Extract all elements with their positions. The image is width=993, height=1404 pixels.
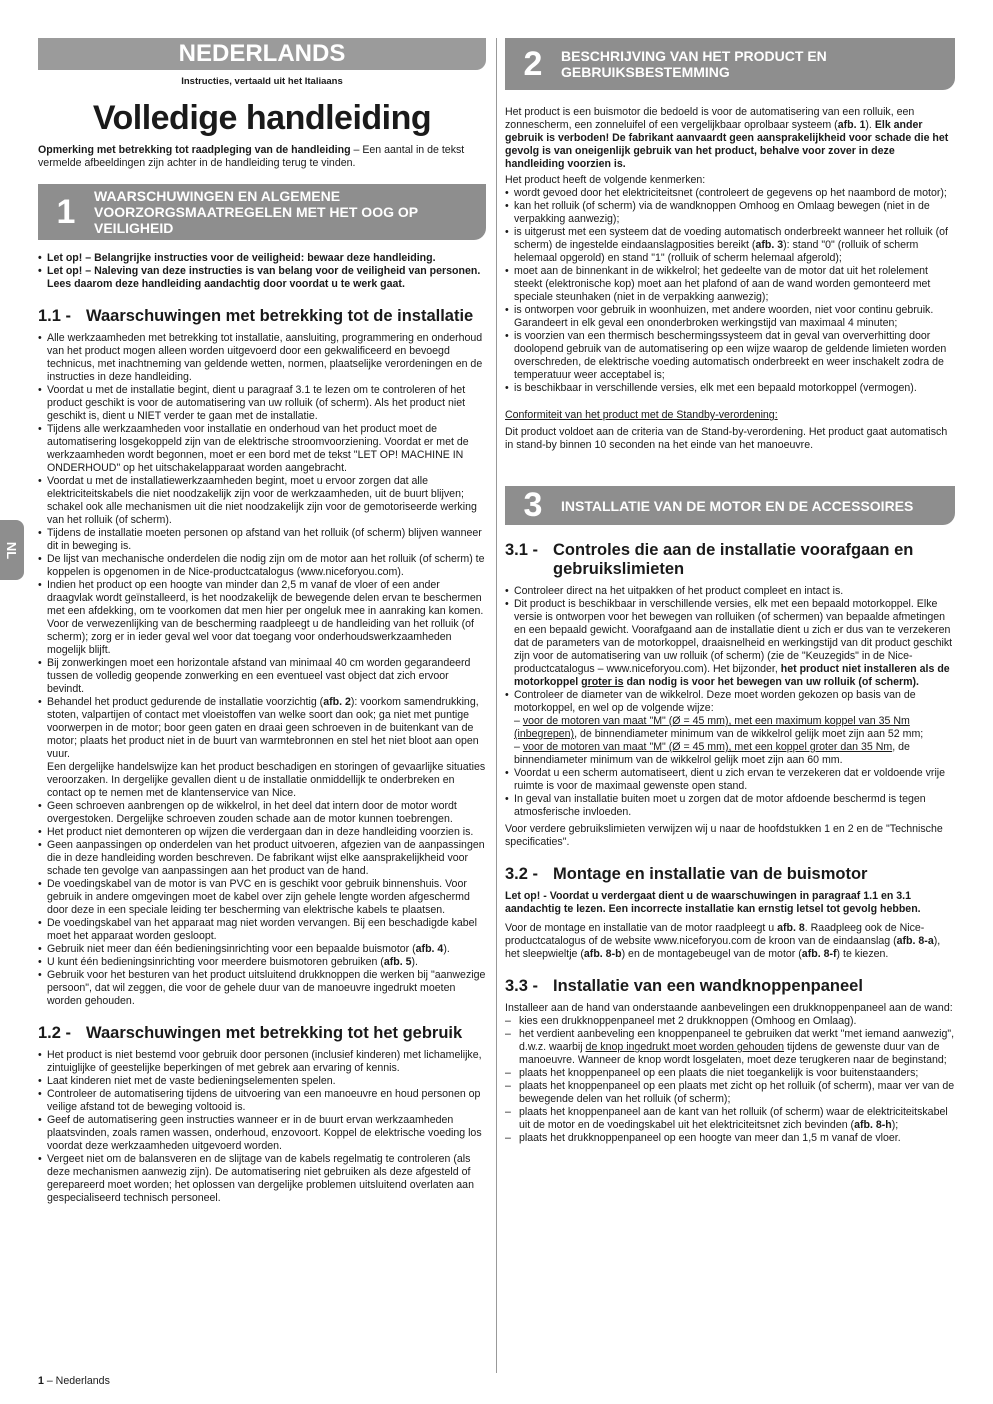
subsection-title: Montage en installatie van de buismotor <box>553 865 868 883</box>
text: U kunt één bedieningsinrichting voor meerdere buismotoren gebruiken ( <box>47 956 384 968</box>
text: Voor de montage en installatie van de motor raadpleegt u <box>505 922 778 934</box>
document-title: Volledige handleiding <box>92 99 432 137</box>
section-3-header <box>505 486 955 525</box>
list-item <box>505 1028 955 1067</box>
subsection-title: Waarschuwingen met betrekking tot het gebruik <box>86 1024 463 1042</box>
list-item: • Tijdens de installatie moeten personen op afstand van het rolluik (of scherm) blijven wanneer dit in beweging is. <box>38 527 486 553</box>
subtitle: Instructies, vertaald uit het Italiaans <box>181 76 343 87</box>
list-item: – plaats het drukknoppenpaneel op een hoogte van meer dan 1,5 m vanaf de vloer. <box>505 1132 955 1145</box>
section-1-intro-list <box>38 252 486 291</box>
list-item: • Laat kinderen niet met de vaste bedieningselementen spelen. <box>38 1075 486 1088</box>
list-item <box>38 696 486 800</box>
list-item: • is beschikbaar in verschillende versies, elk met een bepaald motorkoppel (vermogen). <box>505 382 955 395</box>
text: . Raadpleeg ook de Nice-productcatalogus of de website www.niceforyou.com de kroon van de eindaanslag ( <box>505 922 925 947</box>
list-item: • Controleer de automatisering tijdens de uitvoering van een manoeuvre en houd personen op veilige afstand tot de beweging voltooid is. <box>38 1088 486 1114</box>
subsection-1-1-heading <box>38 307 486 326</box>
further-limits-note: Voor verdere gebruikslimieten verwijzen wij u naar de hoofdstukken 1 en 2 en de "Technische specificaties". <box>505 823 943 848</box>
text: ). <box>443 943 450 955</box>
figure-ref: afb. 1 <box>837 119 866 131</box>
features-list <box>505 187 955 395</box>
pushbutton-intro: Installeer aan de hand van onderstaande aanbevelingen een drukknoppenpaneel aan de wand: <box>505 1002 953 1014</box>
list-item: • Het product is niet bestemd voor gebruik door personen (inclusief kinderen) met lichamelijke, zintuiglijke of geestelijke beperkingen of met gebrek aan ervaring of kennis. <box>38 1049 486 1075</box>
list-item: – plaats het knoppenpaneel op een plaats die niet toegankelijk is voor buitenstaanders; <box>505 1067 955 1080</box>
list-item: • Bij zonwerkingen moet een horizontale afstand van minimaal 40 cm worden gegarandeerd tussen de volledig geopende zonwerking en een eventueel vast object dat zich ervoor bevindt. <box>38 657 486 696</box>
text: Behandel het product gedurende de installatie voorzichtig ( <box>47 696 324 708</box>
list-item: • Het product niet demonteren op wijzen die verdergaan dan in deze handleiding voorzien is. <box>38 826 486 839</box>
list-item: • Controleer direct na het uitpakken of het product compleet en intact is. <box>505 585 955 598</box>
subsection-3-1-heading <box>505 541 955 579</box>
language-side-tab <box>0 520 24 580</box>
section-2-header <box>505 38 955 90</box>
list-item: • moet aan de binnenkant in de wikkelrol; het gedeelte van de motor dat uit het rolelement steekt (elektronische kop) moet aan het plafond of aan de wand worden gemonteerd met speciale steunhaken (niet in de verpakking aanwezig); <box>505 265 955 304</box>
underlined-text: voor de motoren van maat "M" (Ø = 45 mm), met een koppel groter dan 35 Nm <box>522 741 893 753</box>
subsection-title: Controles die aan de installatie voorafgaan en gebruikslimieten <box>553 541 914 578</box>
list-item: • Vergeet niet om de balansveren en de slijtage van de kabels regelmatig te controleren (als deze mechanismen aanwezig zijn). De automatisering niet gebruiken als deze afgesteld of gerepareerd moet worden; het oplossen van dergelijke problemen uitsluitend overlaten aan gespecialiseerd technisch personeel. <box>38 1153 486 1205</box>
usage-warnings-list <box>38 1049 486 1205</box>
section-2-number: 2 <box>523 44 543 83</box>
list-item <box>505 226 955 265</box>
product-description <box>505 106 955 171</box>
list-item: • Alle werkzaamheden met betrekking tot installatie, aansluiting, programmering en onderhoud van het product mogen alleen worden uitgevoerd door een gekwalificeerd en bevoegd technicus, met inachtneming van geldende wetten, normen, plaatselijke verordeningen en de instructies in deze handleiding. <box>38 332 486 384</box>
subsection-title: Installatie van een wandknoppenpaneel <box>553 977 863 995</box>
bold-underlined-text: groter is <box>581 676 624 688</box>
figure-ref: afb. 8-b <box>583 948 622 960</box>
subsection-number: 3.2 - <box>505 865 539 883</box>
text: ): voorkom samendrukking, stoten, valpartijen of contact met vloeistoffen van welke soort dan ook; ga niet met puntige voorwerpen in de motor; boor geen gaten en draai geen schroeven in de buitenkant van de motor; plaats het product niet in de buurt van warmtebronnen en stel het niet bloot aan open vuur. <box>47 696 479 760</box>
subsection-3-3-heading <box>505 977 955 996</box>
list-item: • Geen aanpassingen op onderdelen van het product uitvoeren, afgezien van de aanpassingen die in deze handleiding worden beschreven. De fabrikant wijst elke aansprakelijkheid voor schade ten gevolge van aanpassingen aan het product van de hand. <box>38 839 486 878</box>
conformity-text: Dit product voldoet aan de criteria van de Stand-by-verordening. Het product gaat automatisch in stand-by binnen 10 seconden na het einde van het manoeuvre. <box>505 426 948 451</box>
conformity-title: Conformiteit van het product met de Standby-verordening: <box>505 409 778 421</box>
list-item: • Voordat u met de installatiewerkzaamheden begint, moet u ervoor zorgen dat alle elektriciteitskabels die niet noodzakelijk zijn voor de werkzaamheden, uit de buurt blijven; schakel ook alle mechanismen uit die niet noodzakelijk zijn voor de gemotoriseerde werking van het rolluik (of scherm). <box>38 475 486 527</box>
section-3-title: INSTALLATIE VAN DE MOTOR EN DE ACCESSOIRES <box>561 497 914 514</box>
underlined-text: voor de motoren van maat "M" (Ø = 45 mm), met een maximum koppel van 35 Nm (inbegrepen) <box>514 715 910 740</box>
list-item: – plaats het knoppenpaneel op een plaats met zicht op het rolluik (of scherm), maar ver van de bewegende delen van het rolluik (of scherm); <box>505 1080 955 1106</box>
subsection-number: 3.3 - <box>505 977 539 995</box>
list-item: • wordt gevoed door het elektriciteitsnet (controleert de gegevens op het naambord de motor); <box>505 187 955 200</box>
list-item: • is ontworpen voor gebruik in woonhuizen, met andere woorden, niet voor continu gebruik. Garandeert in elk geval een ononderbroken werkingstijd van maximaal 4 minuten; <box>505 304 955 330</box>
list-item: • kan het rolluik (of scherm) via de wandknoppen Omhoog en Omlaag bewegen (niet in de verpakking aanwezig); <box>505 200 955 226</box>
language-header: NEDERLANDS <box>38 38 486 70</box>
pre-installation-checks-list <box>505 585 955 819</box>
section-1-title: WAARSCHUWINGEN EN ALGEMENE VOORZORGSMAATREGELEN MET HET OOG OP VEILIGHEID <box>94 188 418 236</box>
section-1-number: 1 <box>56 192 76 231</box>
note-bold: Opmerking met betrekking tot raadpleging van de handleiding <box>38 144 351 156</box>
figure-ref: afb. 8-f <box>801 948 837 960</box>
list-item <box>38 943 486 956</box>
text: Een dergelijke handelswijze kan het product beschadigen en storingen of gevaarlijke situaties veroorzaken. In dergelijke gevallen dient u de installatie onmiddellijk te onderbreken en contact op te nemen met de klantenservice van Nice. <box>47 761 486 799</box>
list-item: • Gebruik voor het besturen van het product uitsluitend drukknoppen die werken bij "aanwezige persoon", dat wil zeggen, die voor de gehele duur van de manoeuvre ingedrukt moeten worden gehouden. <box>38 969 486 1008</box>
list-item: • Voordat u met de installatie begint, dient u paragraaf 3.1 te lezen om te controleren of het product geschikt is voor de automatisering van uw rolluik (of scherm). Als het product niet geschikt is, dient u NIET verder te gaan met de installatie. <box>38 384 486 423</box>
text: ) en de montagebeugel van de motor ( <box>621 948 802 960</box>
note-text: – Een aantal in de tekst vermelde afbeeldingen zijn achter in de handleiding terug te vinden. <box>38 144 465 169</box>
bold-text: Elk ander gebruik is verboden! De fabrikant aanvaardt geen aansprakelijkheid voor schade die het gevolg is van oneigenlijk gebruik van het product, behalve voor zover in deze handleiding voorzien is. <box>505 119 949 170</box>
mounting-instructions <box>505 922 955 961</box>
subsection-number: 3.1 - <box>505 541 539 559</box>
text: Controleer de diameter van de wikkelrol. Deze moet worden gekozen op basis van de motorkoppel, en wel op de volgende wijze: <box>514 689 916 714</box>
installation-warnings-list <box>38 332 486 1008</box>
list-item: • Geen schroeven aanbrengen op de wikkelrol, in het deel dat intern door de motor wordt overgestoken. Dergelijke schroeven zouden schade aan de motor kunnen toebrengen. <box>38 800 486 826</box>
underlined-text: de knop ingedrukt moet worden gehouden <box>585 1041 785 1053</box>
text: , de binnendiameter minimum van de wikkelrol gelijk moet zijn aan 52 mm; <box>574 728 924 740</box>
text: Het product is een buismotor die bedoeld is voor de automatisering van een rolluik, een zonnescherm, een zonneluifel of een vergelijkbaar oprolbaar systeem ( <box>505 106 915 131</box>
side-tab-label: NL <box>4 541 20 559</box>
list-item <box>505 1106 955 1132</box>
list-item <box>38 956 486 969</box>
subsection-1-2-heading <box>38 1024 486 1043</box>
features-intro: Het product heeft de volgende kenmerken: <box>505 174 706 186</box>
list-item: – kies een drukknoppenpaneel met 2 drukknoppen (Omhoog en Omlaag). <box>505 1015 955 1028</box>
list-item: • Voordat u een scherm automatiseert, dient u zich ervan te verzekeren dat er voldoende vrije ruimte is voor de maximaal gewenste open stand. <box>505 767 955 793</box>
figure-ref: afb. 2 <box>323 696 351 708</box>
text: ). <box>411 956 418 968</box>
list-item: • Controleer de diameter van de wikkelrol. Deze moet worden gekozen op basis van de motorkoppel, en wel op de volgende wijze: – voor de motoren van maat "M" (Ø = 45 mm), met een maximum koppel van 35 Nm (inbegrepen), de binnendiameter minimum van de wikkelrol gelijk moet zijn aan 52 mm; – voor de motoren van maat "M" (Ø = 45 mm), met een koppel groter dan 35 Nm, de binnendiameter minimum van de wikkelrol gelijk moet zijn aan 60 mm. <box>505 689 955 767</box>
page-number: 1 <box>38 1375 44 1387</box>
footer-text: – Nederlands <box>43 1375 110 1387</box>
bold-text: dan nodig is voor het bewegen van uw rolluik (of scherm). <box>623 676 919 688</box>
text: ). <box>865 119 875 131</box>
right-column <box>505 38 955 1145</box>
list-item: • In geval van installatie buiten moet u zorgen dat de motor afdoende beschermd is tegen atmosferische invloeden. <box>505 793 955 819</box>
list-item: • Let op! – Belangrijke instructies voor de veiligheid: bewaar deze handleiding. <box>38 252 486 265</box>
list-item: • Tijdens alle werkzaamheden voor installatie en onderhoud van het product moet de automatisering losgekoppeld zijn van de elektrische stroomvoorziening. Voordat er met de werkzaamheden wordt begonnen, moet er een bord met de tekst "LET OP! MACHINE IN ONDERHOUD" op het uitschakelapparaat worden aangebracht. <box>38 423 486 475</box>
text: het verdient aanbeveling een knoppenpaneel te gebruiken dat werkt "met iemand aanwezig", d.w.z. waarbij <box>519 1028 955 1053</box>
pushbutton-recommendations-list <box>505 1015 955 1145</box>
figure-ref: afb. 8 <box>777 922 805 934</box>
list-item: • Indien het product op een hoogte van minder dan 2,5 m vanaf de vloer of een ander draagvlak wordt geïnstalleerd, is het noodzakelijk de bewegende delen ervan te beschermen met een afdekking, om te voorkomen dat men hier per ongeluk mee in aanraking kan komen. Voor de verwezenlijking van de bescherming raadpleegt u de handleiding van het rolluik (of scherm); zorg er in ieder geval wel voor dat toegang voor onderhoudswerkzaamheden mogelijk blijft. <box>38 579 486 657</box>
subsection-title: Waarschuwingen met betrekking tot de installatie <box>86 307 474 325</box>
section-2-title: BESCHRIJVING VAN HET PRODUCT EN GEBRUIKSBESTEMMING <box>561 48 827 80</box>
list-item: • De voedingskabel van het apparaat mag niet worden vervangen. Bij een beschadigde kabel moet het apparaat worden gesloopt. <box>38 917 486 943</box>
list-item: • De voedingskabel van de motor is van PVC en is geschikt voor gebruik binnenshuis. Voor gebruik in andere omgevingen moet de kabel over zijn gehele lengte worden afgeschermd door deze in een speciale leiding ter bescherming van elektrische kabels te plaatsen. <box>38 878 486 917</box>
text: ); <box>891 1119 899 1131</box>
figure-ref: afb. 4 <box>415 943 444 955</box>
text: tijdens de gewenste duur van de manoeuvre. Wanneer de knop wordt losgelaten, moet deze terugkeren naar de beginstand; <box>519 1041 947 1066</box>
subsection-number: 1.1 - <box>38 307 72 325</box>
text: ), het sleepwieltje ( <box>505 935 941 960</box>
text: , de binnendiameter minimum van de wikkelrol gelijk moet zijn aan 60 mm. <box>514 741 910 766</box>
figure-ref: afb. 8-a <box>896 935 934 947</box>
column-divider <box>496 38 497 1373</box>
figure-ref: afb. 8-h <box>854 1119 892 1131</box>
text: plaats het knoppenpaneel aan de kant van het rolluik (of scherm) waar de elektriciteitskabel uit de motor en de voedingskabel uit het elektriciteitsnet zich bevinden ( <box>519 1106 948 1131</box>
page-footer <box>38 1375 110 1387</box>
list-item <box>505 598 955 689</box>
list-item: • De lijst van mechanische onderdelen die nodig zijn om de motor aan het rolluik (of scherm) te koppelen is opgenomen in de Nice-productcatalogus (www.niceforyou.com). <box>38 553 486 579</box>
text: is uitgerust met een systeem dat de voeding automatisch onderbreekt wanneer het rolluik (of scherm) de ingestelde eindaanslagposities bereikt ( <box>514 226 948 251</box>
installation-warning: Let op! - Voordat u verdergaat dient u de waarschuwingen in paragraaf 1.1 en 3.1 aandachtig te lezen. Een incorrecte installatie kan ernstig letsel tot gevolg hebben. <box>505 890 921 915</box>
text: Gebruik niet meer dan één bedieningsinrichting voor een bepaalde buismotor ( <box>47 943 416 955</box>
text: ): stand "0" (rolluik of scherm helemaal opgerold) en stand "1" (rolluik of scherm helemaal afgerold); <box>514 239 919 264</box>
subsection-number: 1.2 - <box>38 1024 72 1042</box>
left-column <box>38 38 486 1205</box>
bold-text: het product niet installeren als de motorkoppel <box>514 663 950 688</box>
consultation-note <box>38 144 486 170</box>
list-item: • Geef de automatisering geen instructies wanneer er in de buurt ervan werkzaamheden plaatsvinden, zoals ramen wassen, onderhoud, enzovoort. Koppel de elektrische voeding los voordat deze werkzaamheden uitgevoerd worden. <box>38 1114 486 1153</box>
figure-ref: afb. 5 <box>383 956 412 968</box>
figure-ref: afb. 3 <box>755 239 784 251</box>
list-item: • Let op! – Naleving van deze instructies is van belang voor de veiligheid van personen. Lees daarom deze handleiding aandachtig door voordat u te werk gaat. <box>38 265 486 291</box>
subsection-3-2-heading <box>505 865 955 884</box>
list-item: • is voorzien van een thermisch beschermingssysteem dat in geval van oververhitting door doolopend gebruik van de automatisering op een wijze waarop de geldende limieten worden overschreden, de elektrische voeding automatisch onderbreekt en weer inschakelt zodra de temperatuur weer acceptabel is; <box>505 330 955 382</box>
text: Dit product is beschikbaar in verschillende versies, elk met een bepaald motorkoppel. Elke versie is ontworpen voor het bewegen van rolluiken (of schermen) van bepaalde afmetingen en een bepaald gewicht. Voorafgaand aan de installatie dient u zich er dus van te verzekeren dat de parameters van de motorkoppel, draaisnelheid en werkingstijd van dit product geschikt zijn voor de automatisering van uw rolluik (of scherm) (zie de "Keuzegids" in de Nice-productcatalogus – www.niceforyou.com). Het bijzonder, <box>514 598 953 675</box>
section-1-header <box>38 184 486 240</box>
section-3-number: 3 <box>523 486 543 524</box>
text: ) te kiezen. <box>836 948 889 960</box>
